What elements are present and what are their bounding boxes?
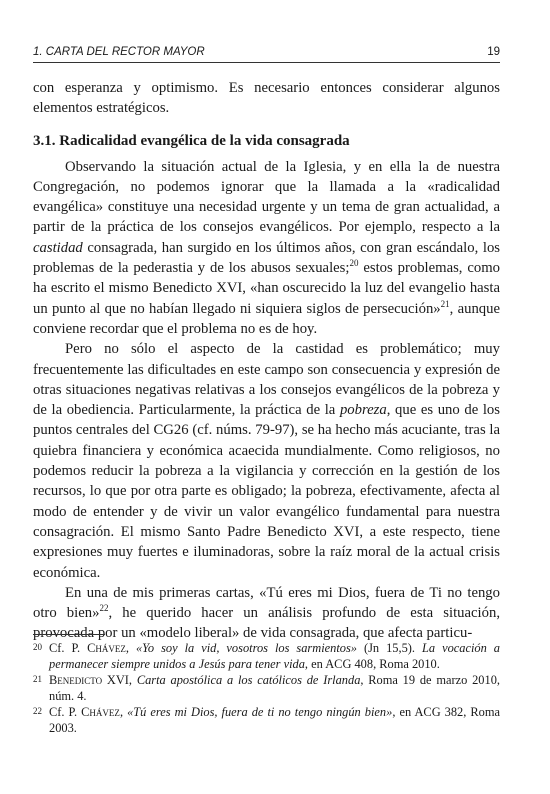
text-run: estos problemas, como ha escrito el mismo Benedicto XVI, «han oscurecido la luz del evangelio hasta un punto al que no habían llegado ni siquiera siglos de persecución» <box>33 260 500 317</box>
text-run: Observando la situación actual de la Iglesia, y en ella la de nuestra Congregación, no podemos ignorar que la llamada a la «radicalidad evangélica» constituye una necesidad urgente y un tema de gran actualidad, a partir de la práctica de los consejos evangélicos. Por ejemplo, respecto a la <box>33 158 500 236</box>
footnote <box>33 640 500 672</box>
running-header <box>33 44 500 63</box>
text-run: Cf. P. <box>49 705 82 719</box>
italic-title: , «Tú eres mi Dios, fuera de ti no tengo ningún bien» <box>119 705 393 719</box>
text-run: , en ACG 408, Roma 2010. <box>304 657 440 671</box>
text-run: , Roma 19 de marzo 2010, núm. 4. <box>49 673 500 703</box>
paragraph-2 <box>33 339 500 583</box>
text-run: XVI, <box>102 673 137 687</box>
italic-title: , «Yo soy la vid, vosotros los sarmientos» <box>125 641 357 655</box>
author-name: Chávez <box>81 705 120 719</box>
footnote-number: 22 <box>33 706 42 716</box>
page-number: 19 <box>487 46 500 58</box>
footnote-ref[interactable]: 21 <box>440 298 450 309</box>
paragraph-1 <box>33 157 500 340</box>
italic-term: pobreza <box>339 402 387 419</box>
running-title: 1. CARTA DEL RECTOR MAYOR <box>33 46 205 58</box>
italic-term: castidad <box>33 239 83 256</box>
text-run: , aunque conviene recordar que el problema no es de hoy. <box>33 300 501 337</box>
author-name: Chávez <box>87 641 126 655</box>
footnote-ref[interactable]: 20 <box>349 258 359 269</box>
footnote-number: 21 <box>33 674 42 684</box>
text-run: consagrada, han surgido en los últimos años, con gran escándalo, los problemas de la pederastia y de los abusos sexuales; <box>33 239 500 277</box>
section-heading: 3.1. Radicalidad evangélica de la vida consagrada <box>33 132 350 149</box>
text-run: , que es uno de los puntos centrales del CG26 (cf. núms. 79-97), se ha hecho más acuciante, tras la quiebra financiera y económica acaecida mundialmente. Como religiosos, no podemos reducir la pobreza a la vigilancia y corrección en la gestión de los recursos, lo que por otra parte es obligado; la pobreza, efectivamente, afecta al modo de entender y de vivir un valor evangélico fundamental para nuestra consagración. El mismo Santo Padre Benedicto XVI, a este respecto, tiene expresiones muy fuertes e iluminadoras, sobre la raíz moral de la actual crisis económica. <box>33 402 500 581</box>
footnote <box>33 704 500 736</box>
footnotes <box>33 640 500 736</box>
footnote-number: 20 <box>33 642 42 652</box>
text-run: (Jn 15,5). <box>356 641 423 655</box>
intro-paragraph: con esperanza y optimismo. Es necesario entonces considerar algunos elementos estratégicos. <box>33 80 500 117</box>
text-run: , en ACG 382, Roma 2003. <box>49 705 500 735</box>
text-run: En una de mis primeras cartas, «Tú eres mi Dios, fuera de Ti no tengo otro bien» <box>33 584 500 622</box>
text-run: Pero no sólo el aspecto de la castidad es problemático; muy frecuentemente las dificultades en este campo son consecuencia y expresión de otras situaciones negativas relativas a los consejos evangélicos de la pobreza y de la obediencia. Particularmente, la práctica de la <box>33 341 500 419</box>
body-text <box>33 78 500 644</box>
footnote-divider <box>33 634 105 635</box>
author-name: Benedicto <box>49 673 103 687</box>
italic-title: Carta apostólica a los católicos de Irlanda <box>136 673 361 687</box>
italic-title: La vocación a permanecer siempre unidos a Jesús para tener vida <box>49 641 500 671</box>
text-run: , he querido hacer un análisis profundo de esta situación, provocada por un «modelo liberal» de vida consagrada, que afecta particu- <box>33 605 500 642</box>
footnote-ref[interactable]: 22 <box>99 603 109 614</box>
text-run: Cf. P. <box>49 641 88 655</box>
footnote <box>33 672 500 704</box>
